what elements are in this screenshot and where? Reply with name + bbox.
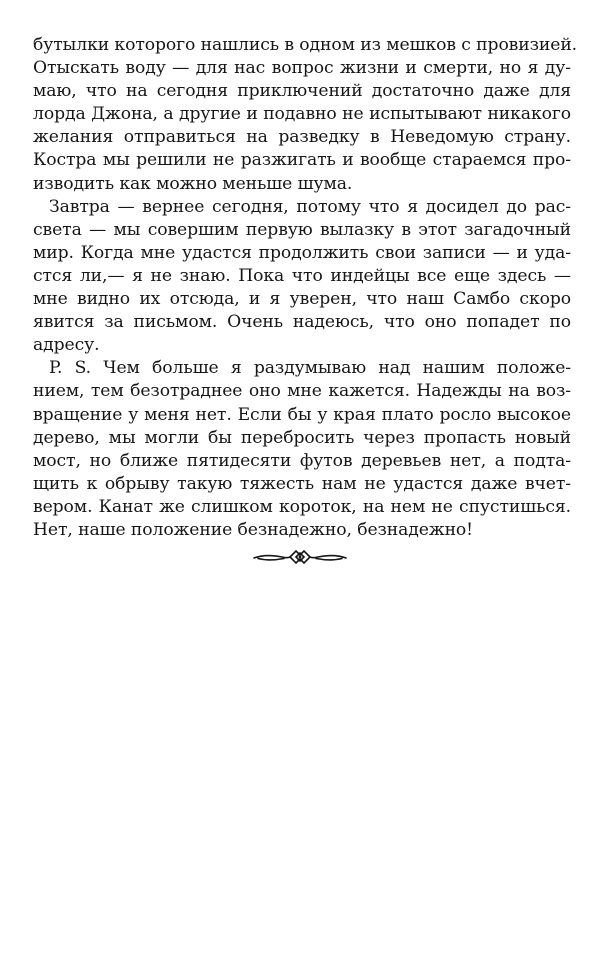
text-line: адресу. <box>33 335 100 356</box>
text-line: изводить как можно меньше шума. <box>33 173 353 194</box>
text-line: маю, что на сегодня приключений достаточно даже для <box>33 81 571 102</box>
text-line: вращение у меня нет. Если бы у края плато росло высокое <box>33 404 571 425</box>
text-line: щить к обрыву такую тяжесть нам не удастся даже вчет- <box>33 473 571 494</box>
book-page <box>33 34 578 542</box>
text-line: Костра мы решили не разжигать и вообще стараемся про- <box>33 150 571 171</box>
text-line: бутылки которого нашлись в одном из мешков с провизией. <box>33 35 578 55</box>
text-line: нием, тем безотраднее оно мне кажется. Надежды на воз- <box>33 381 571 402</box>
text-line: мне видно их отсюда, и я уверен, что наш Самбо скоро <box>33 289 571 310</box>
paragraph-2 <box>33 196 571 358</box>
text-line: P. S. Чем больше я раздумываю над нашим положе- <box>49 358 571 379</box>
decorative-flourish-icon <box>250 546 350 568</box>
paragraph-3 <box>33 357 571 542</box>
text-line: лорда Джона, а другие и подавно не испытывают никакого <box>33 104 571 125</box>
text-line: желания отправиться на разведку в Неведомую страну. <box>33 127 571 148</box>
text-line: мир. Когда мне удастся продолжить свои записи — и уда- <box>33 242 571 263</box>
text-line: явится за письмом. Очень надеюсь, что оно попадет по <box>33 312 571 333</box>
text-line: вером. Канат же слишком короток, на нем не спустишься. <box>33 496 571 517</box>
text-line: Завтра — вернее сегодня, потому что я досидел до рас- <box>49 196 571 217</box>
paragraph-1 <box>33 34 578 196</box>
text-line: мост, но ближе пятидесяти футов деревьев нет, а подта- <box>33 450 571 471</box>
text-line: света — мы совершим первую вылазку в этот загадочный <box>33 219 571 240</box>
text-line: Отыскать воду — для нас вопрос жизни и смерти, но я ду- <box>33 58 571 79</box>
text-line: стся ли,— я не знаю. Пока что индейцы все еще здесь — <box>33 265 571 286</box>
text-line: Нет, наше положение безнадежно, безнадежно! <box>33 519 473 540</box>
text-line: дерево, мы могли бы перебросить через пропасть новый <box>33 427 571 448</box>
